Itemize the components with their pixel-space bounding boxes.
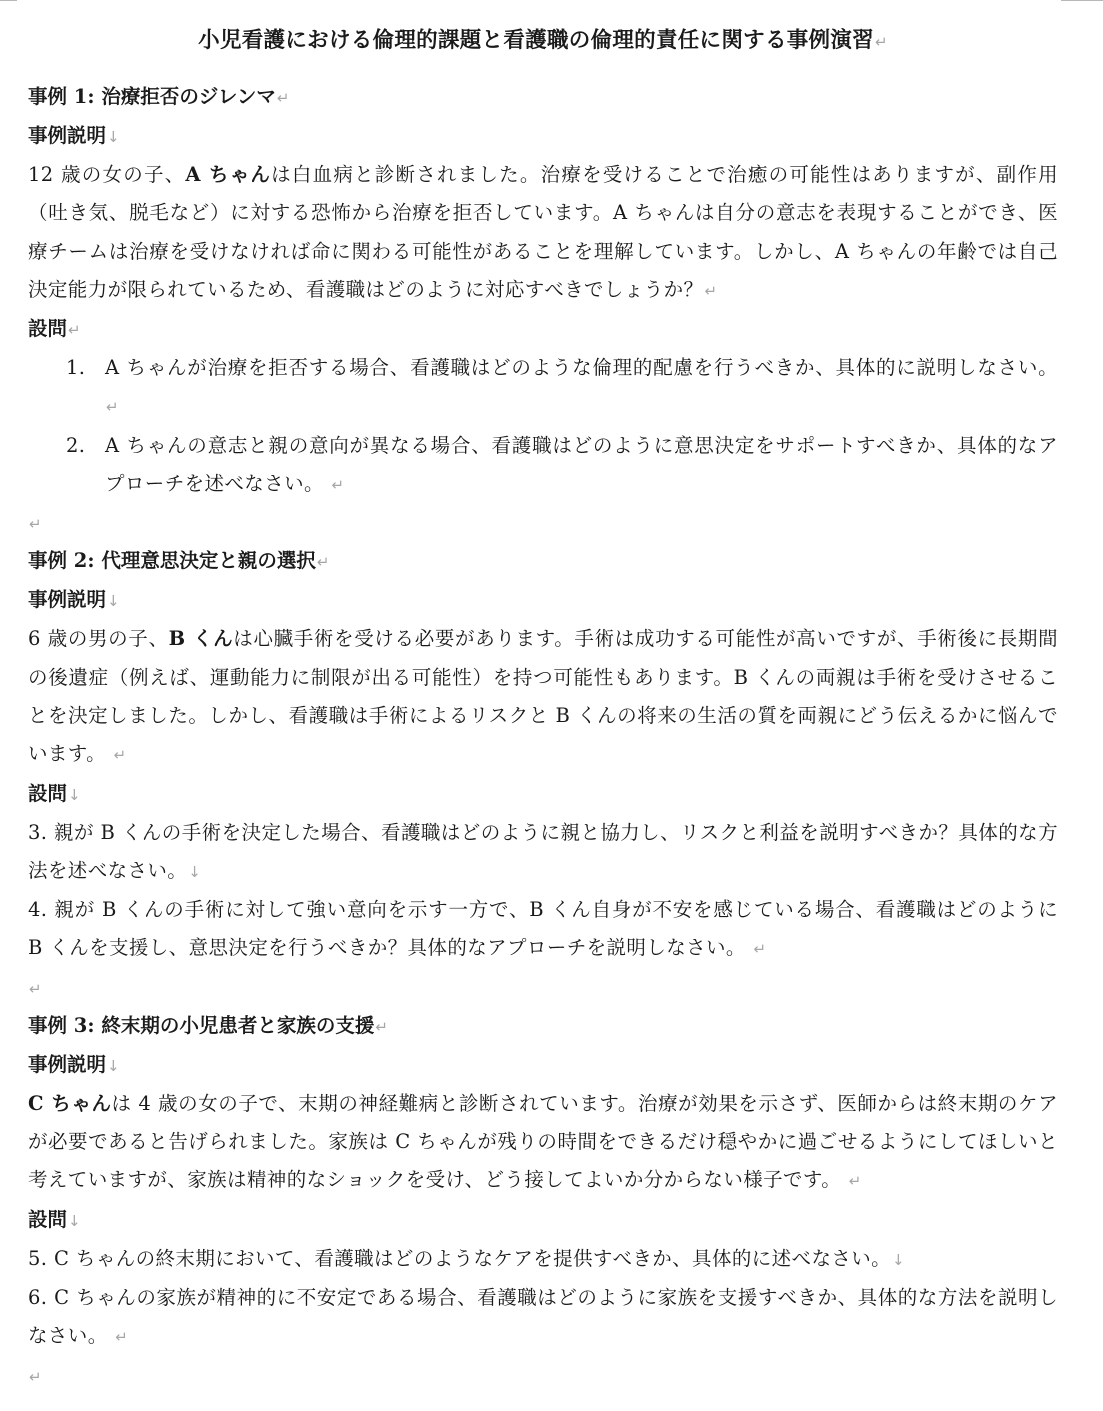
page-corner-mark-left [0,0,17,1]
case-3 [28,1007,1058,1395]
question-item: 4. 親が B くんの手術に対して強い意向を示す一方で、B くん自身が不安を感じている場合、看護職はどのように B くんを支援し、意思決定を行うべきか？具体的なアプローチを説明しなさい。 ↵ [28,898,1058,960]
return-mark: ↵ [276,89,290,107]
case-description: 12 歳の女の子、A ちゃんは白血病と診断されました。治療を受けることで治癒の可能性はありますが、副作用（吐き気、脱毛など）に対する恐怖から治療を拒否しています。A ちゃんは自分の意志を表現することができ、医療チームは治療を受けなければ命に関わる可能性があることを理解しています。しかし、A ちゃんの年齢では自己決定能力が限られているため、看護職はどのように対応すべきでしょうか？↵ [28,163,1058,301]
question-label: 設問↓ [28,1207,81,1231]
line-break-mark: ↓ [68,1211,81,1230]
case-description: 6 歳の男の子、B くんは心臓手術を受ける必要があります。手術は成功する可能性が高いですが、手術後に長期間の後遺症（例えば、運動能力に制限が出る可能性）を持つ可能性もあります。B くんの両親は手術を受けさせることを決定しました。しかし、看護職は手術によるリスクと B くんの将来の生活の質を両親にどう伝えるかに悩んでいます。 ↵ [28,627,1058,766]
return-mark: ↵ [848,1172,862,1191]
case-heading: 事例 1: 治療拒否のジレンマ↵ [28,85,290,108]
empty-paragraph: ↵ [29,1367,42,1386]
return-mark: ↵ [316,553,330,572]
line-break-mark: ↓ [68,785,81,804]
case-description-label: 事例説明↓ [28,588,120,612]
patient-name: B くん [168,627,234,651]
return-mark: ↵ [753,940,767,959]
document-title: 小児看護における倫理的課題と看護職の倫理的責任に関する事例演習↵ [198,28,888,53]
page-corner-mark-right [1061,0,1103,1]
case-heading: 事例 3: 終末期の小児患者と家族の支援↵ [28,1013,388,1037]
patient-name: C ちゃん [28,1091,112,1115]
case-description: C ちゃんは 4 歳の女の子で、末期の神経難病と診断されています。治療が効果を示さず、医師からは終末期のケアが必要であると告げられました。家族は C ちゃんが残りの時間をできるだけ穏やかに過ごせるようにしてほしいと考えていますが、家族は精神的なショックを受け、どう接してよいか分からない様子です。 ↵ [28,1091,1058,1192]
line-break-mark: ↓ [107,128,120,146]
return-mark: ↵ [113,746,127,765]
line-break-mark: ↓ [107,592,120,611]
patient-name: A ちゃん [185,163,272,186]
case-2 [28,542,1058,1006]
case-description-label: 事例説明↓ [28,124,120,147]
return-mark: ↵ [874,33,888,51]
line-break-mark: ↓ [892,1250,906,1269]
question-item: 1. A ちゃんが治療を拒否する場合、看護職はどのような倫理的配慮を行うべきか、具体的に説明しなさい。 ↵ [66,356,1058,417]
question-list [28,349,1058,504]
document-page [28,22,1058,1395]
case-1 [28,78,1058,542]
return-mark: ↵ [115,1328,129,1347]
return-mark: ↵ [331,476,345,495]
return-mark: ↵ [106,398,119,417]
empty-paragraph: ↵ [29,515,42,534]
line-break-mark: ↓ [107,1056,120,1075]
line-break-mark: ↓ [188,862,202,881]
question-item: 2. A ちゃんの意志と親の意向が異なる場合、看護職はどのように意思決定をサポートすべきか、具体的なアプローチを述べなさい。 ↵ [66,433,1058,496]
empty-paragraph: ↵ [29,979,42,998]
return-mark: ↵ [704,281,718,300]
return-mark: ↵ [68,321,81,340]
case-description-label: 事例説明↓ [28,1052,120,1076]
question-label: 設問↓ [28,781,81,805]
question-item: 3. 親が B くんの手術を決定した場合、看護職はどのように親と協力し、リスクと利益を説明すべきか？具体的な方法を述べなさい。↓ [28,820,1058,882]
case-heading: 事例 2: 代理意思決定と親の選択↵ [28,549,330,573]
return-mark: ↵ [375,1017,388,1036]
question-label: 設問↵ [28,317,81,341]
question-item: 6. C ちゃんの家族が精神的に不安定である場合、看護職はどのように家族を支援すべきか、具体的な方法を説明しなさい。 ↵ [28,1285,1058,1348]
question-item: 5. C ちゃんの終末期において、看護職はどのようなケアを提供すべきか、具体的に述べなさい。↓ [28,1246,906,1270]
